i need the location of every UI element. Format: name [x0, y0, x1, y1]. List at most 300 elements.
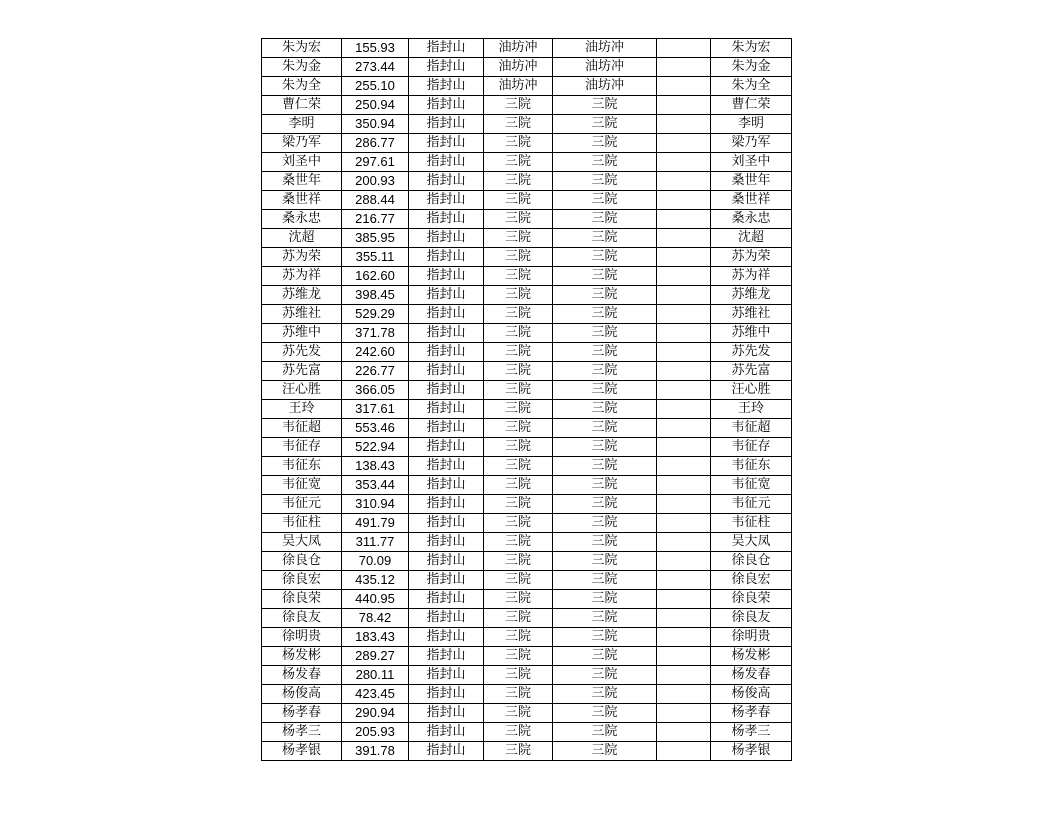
- name-cell: 朱为金: [262, 58, 342, 77]
- group-cell: 三院: [553, 400, 657, 419]
- blank-cell: [657, 400, 711, 419]
- group-cell: 三院: [553, 476, 657, 495]
- town-cell: 指封山: [409, 514, 484, 533]
- blank-cell: [657, 457, 711, 476]
- table-row: [262, 704, 792, 723]
- table-row: [262, 134, 792, 153]
- group-cell: 三院: [553, 286, 657, 305]
- village-cell: 三院: [484, 267, 553, 286]
- village-cell: 三院: [484, 191, 553, 210]
- area-cell: 391.78: [342, 742, 409, 761]
- blank-cell: [657, 305, 711, 324]
- town-cell: 指封山: [409, 305, 484, 324]
- group-cell: 三院: [553, 134, 657, 153]
- blank-cell: [657, 153, 711, 172]
- name-cell: 徐良宏: [262, 571, 342, 590]
- owner-cell: 韦征东: [711, 457, 792, 476]
- blank-cell: [657, 476, 711, 495]
- name-cell: 朱为全: [262, 77, 342, 96]
- town-cell: 指封山: [409, 400, 484, 419]
- table-row: [262, 552, 792, 571]
- owner-cell: 杨发春: [711, 666, 792, 685]
- table-row: [262, 191, 792, 210]
- name-cell: 桑永忠: [262, 210, 342, 229]
- owner-cell: 苏维中: [711, 324, 792, 343]
- village-cell: 油坊冲: [484, 58, 553, 77]
- village-cell: 三院: [484, 476, 553, 495]
- area-cell: 70.09: [342, 552, 409, 571]
- area-cell: 435.12: [342, 571, 409, 590]
- area-cell: 288.44: [342, 191, 409, 210]
- owner-cell: 王玲: [711, 400, 792, 419]
- village-cell: 三院: [484, 115, 553, 134]
- town-cell: 指封山: [409, 153, 484, 172]
- town-cell: 指封山: [409, 704, 484, 723]
- blank-cell: [657, 77, 711, 96]
- village-cell: 三院: [484, 609, 553, 628]
- name-cell: 汪心胜: [262, 381, 342, 400]
- village-cell: 油坊冲: [484, 77, 553, 96]
- owner-cell: 桑永忠: [711, 210, 792, 229]
- group-cell: 三院: [553, 172, 657, 191]
- table-row: [262, 267, 792, 286]
- blank-cell: [657, 438, 711, 457]
- group-cell: 三院: [553, 457, 657, 476]
- area-cell: 183.43: [342, 628, 409, 647]
- blank-cell: [657, 96, 711, 115]
- table-row: [262, 400, 792, 419]
- name-cell: 桑世祥: [262, 191, 342, 210]
- town-cell: 指封山: [409, 39, 484, 58]
- area-cell: 317.61: [342, 400, 409, 419]
- table-row: [262, 495, 792, 514]
- town-cell: 指封山: [409, 286, 484, 305]
- area-cell: 290.94: [342, 704, 409, 723]
- town-cell: 指封山: [409, 343, 484, 362]
- village-cell: 三院: [484, 704, 553, 723]
- group-cell: 三院: [553, 324, 657, 343]
- table-row: [262, 742, 792, 761]
- area-cell: 398.45: [342, 286, 409, 305]
- table-row: [262, 590, 792, 609]
- group-cell: 三院: [553, 723, 657, 742]
- name-cell: 沈超: [262, 229, 342, 248]
- blank-cell: [657, 267, 711, 286]
- village-cell: 三院: [484, 647, 553, 666]
- blank-cell: [657, 609, 711, 628]
- table-row: [262, 58, 792, 77]
- village-cell: 三院: [484, 134, 553, 153]
- owner-cell: 苏先富: [711, 362, 792, 381]
- name-cell: 苏维社: [262, 305, 342, 324]
- name-cell: 桑世年: [262, 172, 342, 191]
- blank-cell: [657, 495, 711, 514]
- name-cell: 韦征超: [262, 419, 342, 438]
- blank-cell: [657, 590, 711, 609]
- town-cell: 指封山: [409, 628, 484, 647]
- area-cell: 280.11: [342, 666, 409, 685]
- group-cell: 三院: [553, 495, 657, 514]
- village-cell: 三院: [484, 742, 553, 761]
- table-row: [262, 153, 792, 172]
- table-row: [262, 685, 792, 704]
- area-cell: 350.94: [342, 115, 409, 134]
- name-cell: 杨孝春: [262, 704, 342, 723]
- village-cell: 三院: [484, 495, 553, 514]
- group-cell: 三院: [553, 210, 657, 229]
- table-row: [262, 229, 792, 248]
- owner-cell: 杨孝银: [711, 742, 792, 761]
- group-cell: 三院: [553, 115, 657, 134]
- town-cell: 指封山: [409, 324, 484, 343]
- blank-cell: [657, 229, 711, 248]
- owner-cell: 朱为宏: [711, 39, 792, 58]
- village-cell: 三院: [484, 343, 553, 362]
- group-cell: 三院: [553, 229, 657, 248]
- village-cell: 三院: [484, 210, 553, 229]
- area-cell: 250.94: [342, 96, 409, 115]
- name-cell: 李明: [262, 115, 342, 134]
- area-cell: 242.60: [342, 343, 409, 362]
- name-cell: 苏为荣: [262, 248, 342, 267]
- table-row: [262, 77, 792, 96]
- owner-cell: 韦征柱: [711, 514, 792, 533]
- table-row: [262, 533, 792, 552]
- town-cell: 指封山: [409, 58, 484, 77]
- name-cell: 杨孝银: [262, 742, 342, 761]
- group-cell: 三院: [553, 191, 657, 210]
- village-cell: 三院: [484, 571, 553, 590]
- owner-cell: 徐良荣: [711, 590, 792, 609]
- town-cell: 指封山: [409, 362, 484, 381]
- owner-cell: 徐明贵: [711, 628, 792, 647]
- table-body: [262, 39, 792, 761]
- table-row: [262, 609, 792, 628]
- table-row: [262, 628, 792, 647]
- village-cell: 三院: [484, 286, 553, 305]
- name-cell: 徐良友: [262, 609, 342, 628]
- town-cell: 指封山: [409, 590, 484, 609]
- table-row: [262, 115, 792, 134]
- town-cell: 指封山: [409, 248, 484, 267]
- name-cell: 杨发彬: [262, 647, 342, 666]
- group-cell: 三院: [553, 666, 657, 685]
- group-cell: 三院: [553, 96, 657, 115]
- area-cell: 78.42: [342, 609, 409, 628]
- town-cell: 指封山: [409, 533, 484, 552]
- town-cell: 指封山: [409, 115, 484, 134]
- owner-cell: 杨孝三: [711, 723, 792, 742]
- area-cell: 371.78: [342, 324, 409, 343]
- owner-cell: 桑世祥: [711, 191, 792, 210]
- name-cell: 徐明贵: [262, 628, 342, 647]
- town-cell: 指封山: [409, 552, 484, 571]
- table-row: [262, 647, 792, 666]
- town-cell: 指封山: [409, 476, 484, 495]
- area-cell: 491.79: [342, 514, 409, 533]
- name-cell: 韦征东: [262, 457, 342, 476]
- area-cell: 355.11: [342, 248, 409, 267]
- village-cell: 三院: [484, 305, 553, 324]
- group-cell: 三院: [553, 590, 657, 609]
- blank-cell: [657, 742, 711, 761]
- group-cell: 三院: [553, 248, 657, 267]
- table-row: [262, 419, 792, 438]
- group-cell: 三院: [553, 552, 657, 571]
- town-cell: 指封山: [409, 191, 484, 210]
- group-cell: 三院: [553, 647, 657, 666]
- area-cell: 297.61: [342, 153, 409, 172]
- group-cell: 三院: [553, 704, 657, 723]
- blank-cell: [657, 191, 711, 210]
- blank-cell: [657, 571, 711, 590]
- owner-cell: 徐良友: [711, 609, 792, 628]
- area-cell: 522.94: [342, 438, 409, 457]
- area-cell: 529.29: [342, 305, 409, 324]
- owner-cell: 吴大凤: [711, 533, 792, 552]
- blank-cell: [657, 552, 711, 571]
- table-row: [262, 324, 792, 343]
- area-cell: 255.10: [342, 77, 409, 96]
- town-cell: 指封山: [409, 134, 484, 153]
- name-cell: 梁乃军: [262, 134, 342, 153]
- table-row: [262, 438, 792, 457]
- town-cell: 指封山: [409, 457, 484, 476]
- owner-cell: 苏为祥: [711, 267, 792, 286]
- owner-cell: 刘圣中: [711, 153, 792, 172]
- group-cell: 三院: [553, 267, 657, 286]
- owner-cell: 杨孝春: [711, 704, 792, 723]
- village-cell: 三院: [484, 248, 553, 267]
- village-cell: 三院: [484, 666, 553, 685]
- town-cell: 指封山: [409, 666, 484, 685]
- blank-cell: [657, 685, 711, 704]
- owner-cell: 韦征超: [711, 419, 792, 438]
- group-cell: 油坊冲: [553, 77, 657, 96]
- area-cell: 200.93: [342, 172, 409, 191]
- owner-cell: 曹仁荣: [711, 96, 792, 115]
- name-cell: 苏为祥: [262, 267, 342, 286]
- table-row: [262, 381, 792, 400]
- area-cell: 311.77: [342, 533, 409, 552]
- table-row: [262, 362, 792, 381]
- group-cell: 三院: [553, 571, 657, 590]
- town-cell: 指封山: [409, 495, 484, 514]
- village-cell: 油坊冲: [484, 39, 553, 58]
- group-cell: 油坊冲: [553, 39, 657, 58]
- area-cell: 553.46: [342, 419, 409, 438]
- owner-cell: 苏先发: [711, 343, 792, 362]
- town-cell: 指封山: [409, 172, 484, 191]
- name-cell: 杨发春: [262, 666, 342, 685]
- name-cell: 苏维龙: [262, 286, 342, 305]
- group-cell: 油坊冲: [553, 58, 657, 77]
- name-cell: 韦征宽: [262, 476, 342, 495]
- table-row: [262, 723, 792, 742]
- town-cell: 指封山: [409, 723, 484, 742]
- name-cell: 韦征存: [262, 438, 342, 457]
- table-row: [262, 39, 792, 58]
- blank-cell: [657, 324, 711, 343]
- village-cell: 三院: [484, 362, 553, 381]
- group-cell: 三院: [553, 153, 657, 172]
- blank-cell: [657, 723, 711, 742]
- owner-cell: 杨发彬: [711, 647, 792, 666]
- group-cell: 三院: [553, 305, 657, 324]
- owner-cell: 韦征元: [711, 495, 792, 514]
- table-row: [262, 343, 792, 362]
- group-cell: 三院: [553, 362, 657, 381]
- owner-cell: 苏为荣: [711, 248, 792, 267]
- village-cell: 三院: [484, 533, 553, 552]
- name-cell: 曹仁荣: [262, 96, 342, 115]
- area-cell: 366.05: [342, 381, 409, 400]
- blank-cell: [657, 343, 711, 362]
- name-cell: 朱为宏: [262, 39, 342, 58]
- village-cell: 三院: [484, 324, 553, 343]
- area-cell: 423.45: [342, 685, 409, 704]
- group-cell: 三院: [553, 514, 657, 533]
- blank-cell: [657, 248, 711, 267]
- group-cell: 三院: [553, 343, 657, 362]
- blank-cell: [657, 58, 711, 77]
- table-row: [262, 248, 792, 267]
- owner-cell: 杨俊高: [711, 685, 792, 704]
- area-cell: 440.95: [342, 590, 409, 609]
- owner-cell: 苏维社: [711, 305, 792, 324]
- owner-cell: 沈超: [711, 229, 792, 248]
- owner-cell: 桑世年: [711, 172, 792, 191]
- blank-cell: [657, 647, 711, 666]
- name-cell: 苏先富: [262, 362, 342, 381]
- owner-cell: 徐良仓: [711, 552, 792, 571]
- table-row: [262, 305, 792, 324]
- owner-cell: 朱为全: [711, 77, 792, 96]
- name-cell: 韦征元: [262, 495, 342, 514]
- blank-cell: [657, 419, 711, 438]
- town-cell: 指封山: [409, 647, 484, 666]
- blank-cell: [657, 362, 711, 381]
- table-row: [262, 96, 792, 115]
- blank-cell: [657, 666, 711, 685]
- name-cell: 徐良荣: [262, 590, 342, 609]
- name-cell: 徐良仓: [262, 552, 342, 571]
- name-cell: 杨孝三: [262, 723, 342, 742]
- name-cell: 杨俊高: [262, 685, 342, 704]
- blank-cell: [657, 286, 711, 305]
- table-row: [262, 286, 792, 305]
- town-cell: 指封山: [409, 381, 484, 400]
- town-cell: 指封山: [409, 419, 484, 438]
- name-cell: 韦征柱: [262, 514, 342, 533]
- owner-cell: 韦征宽: [711, 476, 792, 495]
- town-cell: 指封山: [409, 229, 484, 248]
- village-cell: 三院: [484, 457, 553, 476]
- area-cell: 216.77: [342, 210, 409, 229]
- area-cell: 155.93: [342, 39, 409, 58]
- owner-cell: 韦征存: [711, 438, 792, 457]
- group-cell: 三院: [553, 438, 657, 457]
- blank-cell: [657, 134, 711, 153]
- village-cell: 三院: [484, 552, 553, 571]
- group-cell: 三院: [553, 533, 657, 552]
- town-cell: 指封山: [409, 210, 484, 229]
- table-row: [262, 172, 792, 191]
- table-row: [262, 457, 792, 476]
- town-cell: 指封山: [409, 438, 484, 457]
- village-cell: 三院: [484, 419, 553, 438]
- group-cell: 三院: [553, 628, 657, 647]
- area-cell: 353.44: [342, 476, 409, 495]
- area-cell: 286.77: [342, 134, 409, 153]
- owner-cell: 朱为金: [711, 58, 792, 77]
- blank-cell: [657, 172, 711, 191]
- name-cell: 苏先发: [262, 343, 342, 362]
- owner-cell: 徐良宏: [711, 571, 792, 590]
- blank-cell: [657, 381, 711, 400]
- area-cell: 138.43: [342, 457, 409, 476]
- table-row: [262, 514, 792, 533]
- blank-cell: [657, 628, 711, 647]
- blank-cell: [657, 514, 711, 533]
- table-row: [262, 476, 792, 495]
- area-cell: 162.60: [342, 267, 409, 286]
- village-cell: 三院: [484, 628, 553, 647]
- village-cell: 三院: [484, 400, 553, 419]
- blank-cell: [657, 39, 711, 58]
- town-cell: 指封山: [409, 96, 484, 115]
- owner-cell: 汪心胜: [711, 381, 792, 400]
- town-cell: 指封山: [409, 609, 484, 628]
- town-cell: 指封山: [409, 742, 484, 761]
- blank-cell: [657, 533, 711, 552]
- village-cell: 三院: [484, 685, 553, 704]
- owner-cell: 梁乃军: [711, 134, 792, 153]
- village-cell: 三院: [484, 381, 553, 400]
- village-cell: 三院: [484, 723, 553, 742]
- village-cell: 三院: [484, 172, 553, 191]
- town-cell: 指封山: [409, 77, 484, 96]
- table-row: [262, 571, 792, 590]
- area-cell: 205.93: [342, 723, 409, 742]
- blank-cell: [657, 210, 711, 229]
- owner-cell: 李明: [711, 115, 792, 134]
- village-cell: 三院: [484, 96, 553, 115]
- name-cell: 苏维中: [262, 324, 342, 343]
- town-cell: 指封山: [409, 267, 484, 286]
- group-cell: 三院: [553, 419, 657, 438]
- area-cell: 226.77: [342, 362, 409, 381]
- area-cell: 310.94: [342, 495, 409, 514]
- area-cell: 273.44: [342, 58, 409, 77]
- town-cell: 指封山: [409, 685, 484, 704]
- blank-cell: [657, 115, 711, 134]
- group-cell: 三院: [553, 609, 657, 628]
- group-cell: 三院: [553, 742, 657, 761]
- area-cell: 385.95: [342, 229, 409, 248]
- table-row: [262, 210, 792, 229]
- area-cell: 289.27: [342, 647, 409, 666]
- village-cell: 三院: [484, 229, 553, 248]
- group-cell: 三院: [553, 381, 657, 400]
- owner-cell: 苏维龙: [711, 286, 792, 305]
- name-cell: 刘圣中: [262, 153, 342, 172]
- data-table: [261, 38, 792, 761]
- name-cell: 吴大凤: [262, 533, 342, 552]
- blank-cell: [657, 704, 711, 723]
- village-cell: 三院: [484, 514, 553, 533]
- village-cell: 三院: [484, 438, 553, 457]
